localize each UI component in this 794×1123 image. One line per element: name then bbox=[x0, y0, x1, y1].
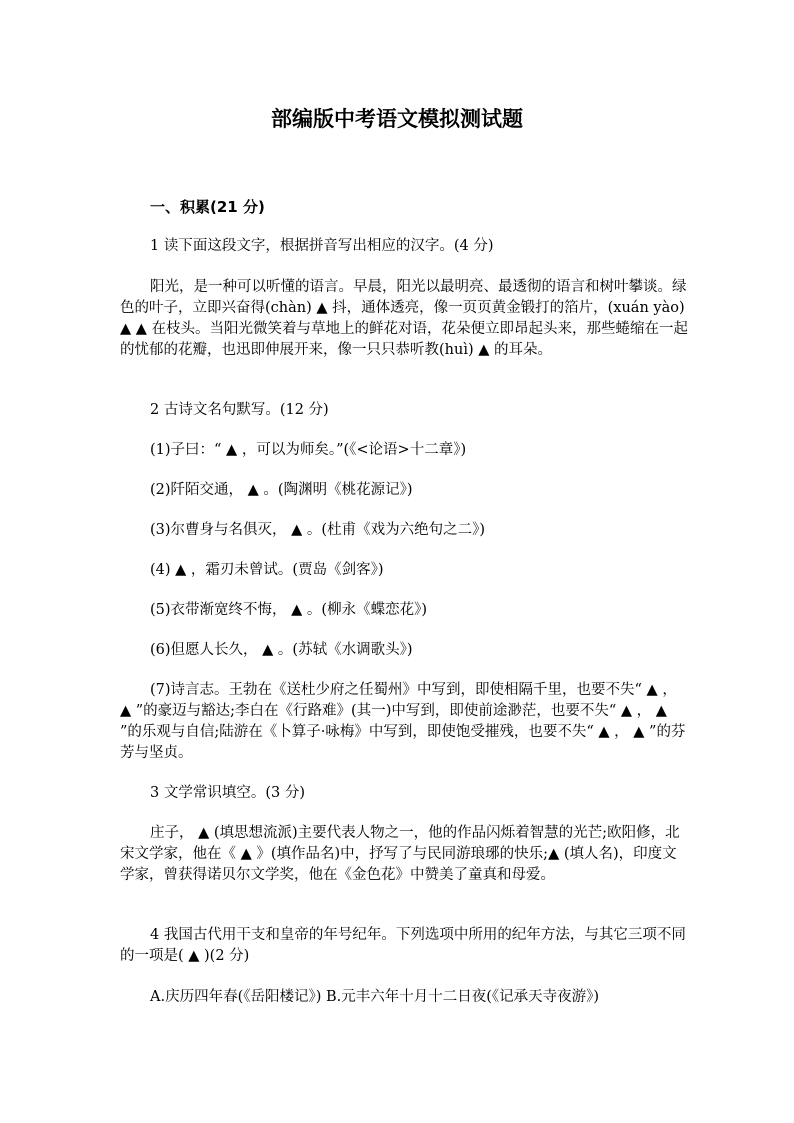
question-2-item-4: (4) ▲ ，霜刃未曾试。(贾岛《剑客》) bbox=[150, 562, 384, 578]
question-3-passage: 庄子， ▲ (填思想流派)主要代表人物之一，他的作品闪烁着智慧的光芒;欧阳修，北宋文学家，他在《 ▲ 》(填作品名)中，抒写了与民同游琅琊的快乐;▲ (填人名)，印度文学家，曾获得诺贝尔文学奖，他在《金色花》中赞美了童真和母爱。 bbox=[120, 825, 680, 883]
question-2-item-7: (7)诗言志。王勃在《送杜少府之任蜀州》中写到，即使相隔千里，也要不失“ ▲ ， ▲ ”的豪迈与豁达;李白在《行路难》(其一)中写到，即使前途渺茫，也要不失“ ▲ ， ▲ ”的乐观与自信;陆游在《卜算子·咏梅》中写到，即使饱受摧残，也要不失“ ▲ ， ▲ ”的芬芳与坚贞。 bbox=[120, 682, 686, 761]
question-2-item-2: (2)阡陌交通， ▲ 。(陶渊明《桃花源记》) bbox=[150, 482, 413, 498]
question-1-stem: 1 读下面这段文字，根据拼音写出相应的汉字。(4 分) bbox=[150, 238, 494, 254]
question-2-stem: 2 古诗文名句默写。(12 分) bbox=[150, 402, 329, 418]
question-2-item-6: (6)但愿人长久， ▲ 。(苏轼《水调歌头》) bbox=[150, 642, 413, 658]
exam-title: 部编版中考语文模拟测试题 bbox=[271, 107, 523, 131]
question-2-item-1: (1)子曰：“ ▲ ，可以为师矣。”(《<论语>十二章》) bbox=[150, 442, 467, 458]
question-3-stem: 3 文学常识填空。(3 分) bbox=[150, 785, 305, 801]
question-2-item-3: (3)尔曹身与名俱灭， ▲ 。(杜甫《戏为六绝句之二》) bbox=[150, 522, 485, 538]
question-4-options: A.庆历四年春(《岳阳楼记》) B.元丰六年十月十二日夜(《记承天寺夜游》) bbox=[150, 989, 600, 1005]
question-1-passage: 阳光，是一种可以听懂的语言。早晨，阳光以最明亮、最透彻的语言和树叶攀谈。绿色的叶子，立即兴奋得(chàn) ▲ 抖，通体透亮，像一页页黄金锻打的箔片，(xuán yào) ▲ ▲ 在枝头。当阳光微笑着与草地上的鲜花对语，花朵便立即昂起头来，那些蜷缩在一起的忧郁的花瓣，也迅即伸展开来，像一只只恭听教(huì) ▲ 的耳朵。 bbox=[120, 279, 689, 358]
question-2-item-5: (5)衣带渐宽终不悔， ▲ 。(柳永《蝶恋花》) bbox=[150, 602, 427, 618]
section-heading-accumulation: 一、积累(21 分) bbox=[150, 198, 265, 216]
question-4-stem: 4 我国古代用干支和皇帝的年号纪年。下列选项中所用的纪年方法，与其它三项不同的一项是( ▲ )(2 分) bbox=[120, 927, 686, 964]
